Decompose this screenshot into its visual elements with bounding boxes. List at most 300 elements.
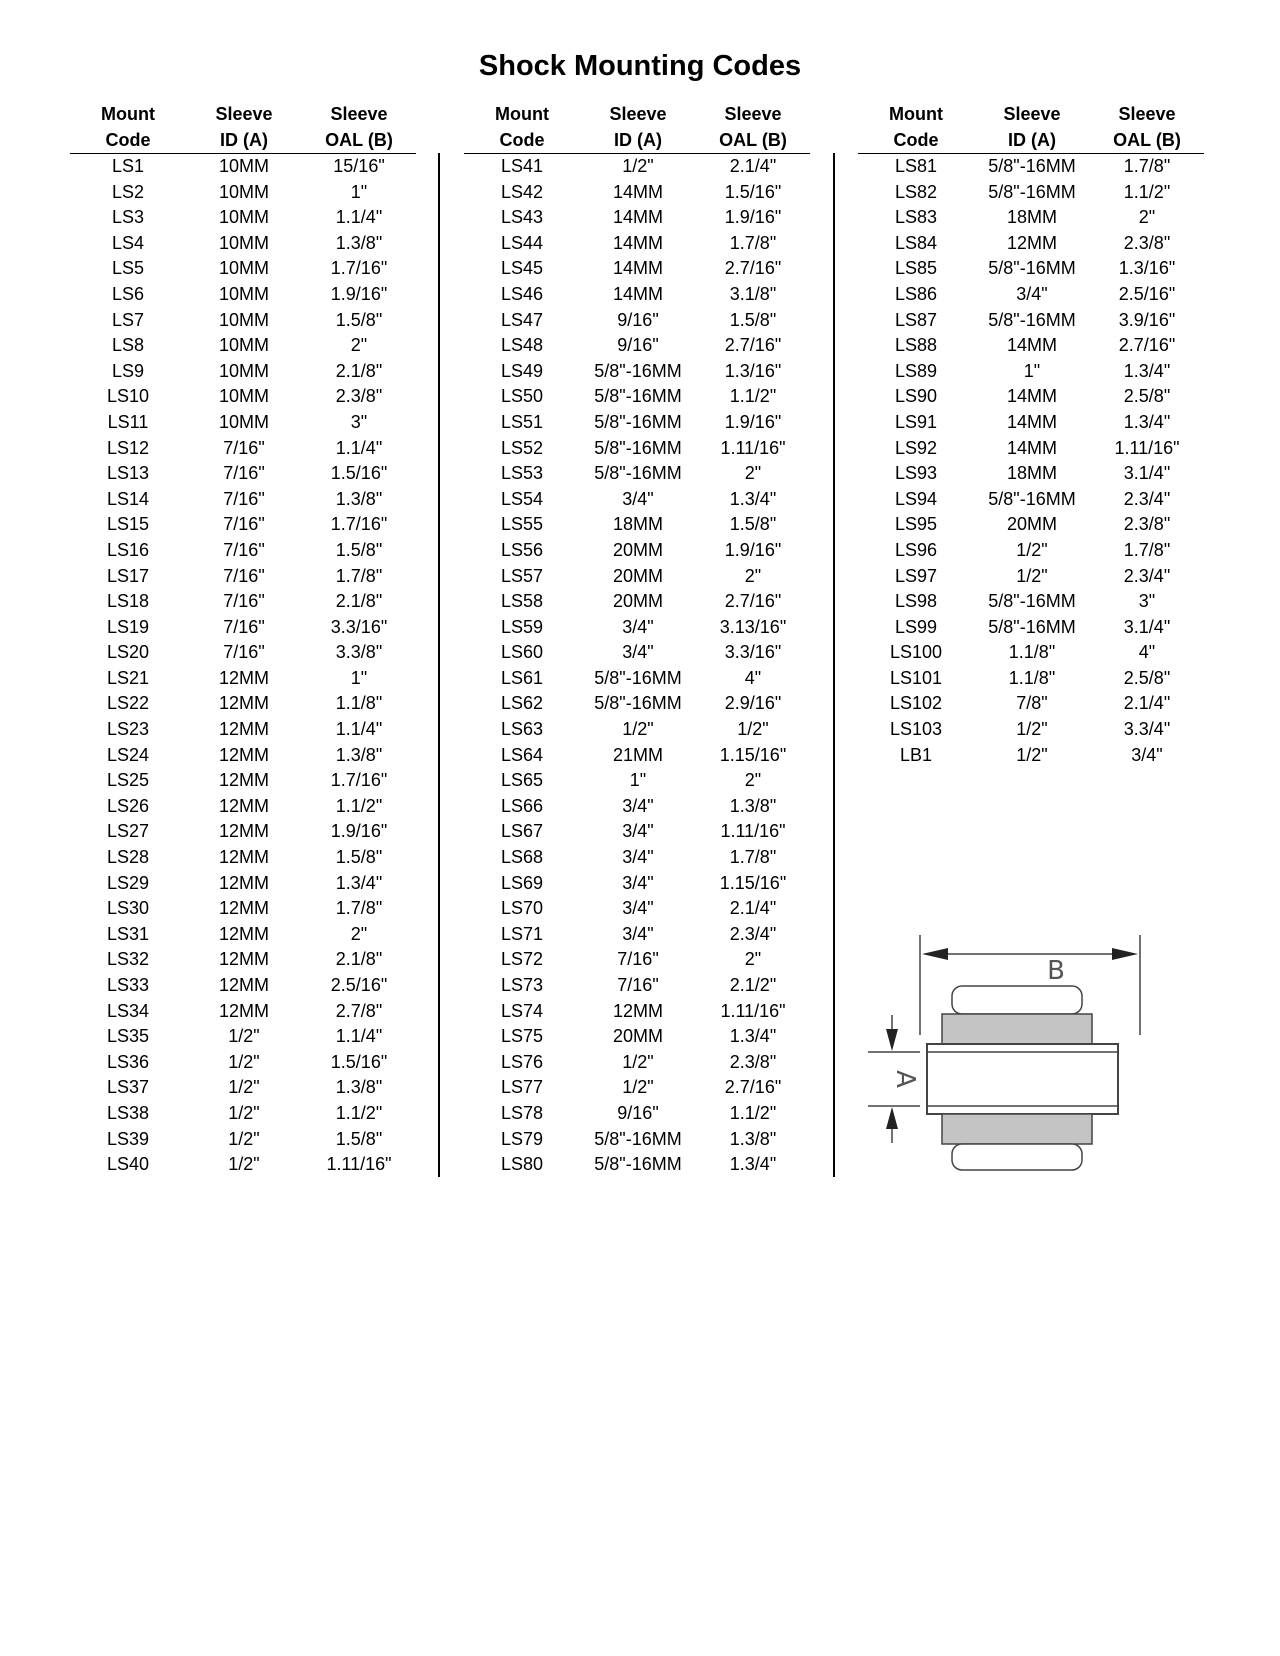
sleeve-oal-cell: 1.5/8" xyxy=(729,514,777,535)
sleeve-id-cell: 14MM xyxy=(612,181,663,202)
mount-table-1 xyxy=(70,102,416,1178)
header-sleeve-id: Sleeve xyxy=(215,104,273,124)
sleeve-id-cell: 1/2" xyxy=(228,1154,260,1175)
sleeve-oal-cell: 2.9/16" xyxy=(724,693,782,714)
mount-code-cell: LS52 xyxy=(500,437,544,458)
mount-code-cell: LS82 xyxy=(894,181,938,202)
mount-code-cell: LS37 xyxy=(106,1077,150,1098)
sleeve-id-cell: 14MM xyxy=(612,258,663,279)
table-row xyxy=(70,666,416,692)
mount-code-cell: LS10 xyxy=(106,386,150,407)
table-row xyxy=(858,333,1204,359)
mount-code-cell: LS96 xyxy=(894,539,938,560)
table-row xyxy=(70,359,416,385)
table-row xyxy=(858,717,1204,743)
sleeve-id-cell: 7/16" xyxy=(617,949,659,970)
sleeve-oal-cell: 1.1/2" xyxy=(729,1102,777,1123)
sleeve-oal-cell: 1.9/16" xyxy=(330,821,388,842)
mount-code-cell: LS58 xyxy=(500,591,544,612)
table-row xyxy=(464,436,810,462)
sleeve-id-cell: 14MM xyxy=(1006,335,1057,356)
table-row xyxy=(70,512,416,538)
table-row xyxy=(70,1152,416,1178)
sleeve-id-cell: 7/16" xyxy=(617,975,659,995)
table-row xyxy=(70,1075,416,1101)
sleeve-oal-cell: 2" xyxy=(744,565,762,586)
sleeve-id-cell: 12MM xyxy=(218,744,269,765)
table-row xyxy=(70,180,416,206)
sleeve-oal-cell: 2.1/4" xyxy=(1123,693,1171,714)
sleeve-id-cell: 12MM xyxy=(218,667,269,688)
mount-code-cell: LS30 xyxy=(106,898,150,919)
mount-code-cell: LS85 xyxy=(894,258,938,279)
table-row xyxy=(70,205,416,231)
sleeve-id-cell: 1/2" xyxy=(622,1077,654,1098)
mount-code-cell: LS13 xyxy=(106,463,150,484)
table-row xyxy=(70,256,416,282)
header-mount-code: Mount xyxy=(101,104,155,124)
table-row xyxy=(858,487,1204,513)
table-header xyxy=(858,102,1204,128)
sleeve-id-cell: 10MM xyxy=(218,258,269,279)
mount-code-cell: LS67 xyxy=(500,821,544,842)
mount-code-cell: LS6 xyxy=(111,283,145,304)
header-mount-code: Mount xyxy=(889,104,943,124)
header-sleeve-oal: Sleeve xyxy=(1118,104,1176,124)
mount-code-cell: LS4 xyxy=(111,232,145,253)
table-row xyxy=(70,1024,416,1050)
sleeve-id-cell: 14MM xyxy=(1006,411,1057,432)
sleeve-id-cell: 5/8"-16MM xyxy=(988,488,1076,509)
sleeve-id-cell: 5/8"-16MM xyxy=(988,616,1076,637)
sleeve-id-cell: 10MM xyxy=(218,232,269,253)
table-header xyxy=(464,128,810,155)
mount-code-cell: LS53 xyxy=(500,463,544,484)
sleeve-oal-cell: 1.5/16" xyxy=(330,1051,388,1072)
sleeve-oal-cell: 2.3/8" xyxy=(729,1051,777,1072)
sleeve-oal-cell: 3.3/16" xyxy=(724,642,782,663)
sleeve-id-cell: 20MM xyxy=(612,591,663,612)
column-divider xyxy=(438,153,440,1177)
table-row xyxy=(464,384,810,410)
mount-code-cell: LS18 xyxy=(106,591,150,612)
sleeve-id-cell: 9/16" xyxy=(617,309,659,330)
sleeve-id-cell: 5/8"-16MM xyxy=(594,1154,682,1175)
mount-code-cell: LS42 xyxy=(500,181,544,202)
header-sleeve-id: ID (A) xyxy=(1008,129,1056,150)
sleeve-oal-cell: 4" xyxy=(1138,642,1156,663)
sleeve-id-cell: 7/16" xyxy=(223,616,265,637)
mount-code-cell: LS62 xyxy=(500,693,544,714)
sleeve-id-cell: 1/2" xyxy=(228,1077,260,1098)
table-row xyxy=(858,256,1204,282)
table-row xyxy=(70,1050,416,1076)
sleeve-id-cell: 3/4" xyxy=(622,642,654,663)
sleeve-id-cell: 21MM xyxy=(612,744,663,765)
sleeve-id-cell: 10MM xyxy=(218,386,269,407)
mount-code-cell: LS77 xyxy=(500,1077,544,1098)
sleeve-oal-cell: 2" xyxy=(744,770,762,791)
sleeve-id-cell: 5/8"-16MM xyxy=(594,360,682,381)
table-row xyxy=(464,410,810,436)
sleeve-oal-cell: 1.11/16" xyxy=(326,1154,392,1175)
sleeve-id-cell: 3/4" xyxy=(1016,283,1048,304)
sleeve-oal-cell: 1.3/4" xyxy=(729,1026,777,1047)
sleeve-id-cell: 10MM xyxy=(218,156,269,176)
sleeve-oal-cell: 1.3/4" xyxy=(1123,411,1171,432)
sleeve-oal-cell: 1.1/4" xyxy=(335,1026,383,1047)
sleeve-oal-cell: 1.9/16" xyxy=(724,411,782,432)
sleeve-id-cell: 3/4" xyxy=(622,821,654,842)
mount-code-cell: LS14 xyxy=(106,488,150,509)
sleeve-id-cell: 1/2" xyxy=(228,1102,260,1123)
table-row xyxy=(858,666,1204,692)
mount-code-cell: LS50 xyxy=(500,386,544,407)
mount-code-cell: LS22 xyxy=(106,693,150,714)
sleeve-id-cell: 12MM xyxy=(218,949,269,970)
table-row xyxy=(70,871,416,897)
sleeve-oal-cell: 1.5/8" xyxy=(335,1128,383,1149)
sleeve-oal-cell: 1.1/2" xyxy=(335,795,383,816)
mount-code-cell: LB1 xyxy=(899,744,933,765)
sleeve-oal-cell: 1.1/4" xyxy=(335,437,383,458)
mount-code-cell: LS32 xyxy=(106,949,150,970)
mount-code-cell: LS43 xyxy=(500,207,544,228)
mount-code-cell: LS1 xyxy=(111,156,145,176)
table-row xyxy=(464,205,810,231)
sleeve-oal-cell: 2" xyxy=(1138,207,1156,228)
mount-code-cell: LS88 xyxy=(894,335,938,356)
sleeve-id-cell: 12MM xyxy=(218,719,269,740)
sleeve-oal-cell: 1.11/16" xyxy=(720,1000,786,1021)
sleeve-oal-cell: 2.7/16" xyxy=(724,335,782,356)
header-sleeve-id: ID (A) xyxy=(220,129,268,150)
mount-code-cell: LS46 xyxy=(500,283,544,304)
mount-code-cell: LS63 xyxy=(500,719,544,740)
header-mount-code: Mount xyxy=(495,104,549,124)
sleeve-oal-cell: 2" xyxy=(350,923,368,944)
sleeve-oal-cell: 1.7/16" xyxy=(330,258,388,279)
table-row xyxy=(858,180,1204,206)
sleeve-oal-cell: 1.7/16" xyxy=(330,514,388,535)
sleeve-id-cell: 3/4" xyxy=(622,847,654,868)
sleeve-id-cell: 18MM xyxy=(612,514,663,535)
table-row xyxy=(464,538,810,564)
sleeve-id-cell: 3/4" xyxy=(622,923,654,944)
mount-code-cell: LS34 xyxy=(106,1000,150,1021)
table-row xyxy=(464,461,810,487)
rubber-bushing-top xyxy=(952,986,1082,1014)
sleeve-id-cell: 20MM xyxy=(612,565,663,586)
sleeve-id-cell: 5/8"-16MM xyxy=(594,693,682,714)
sleeve-oal-cell: 3.3/8" xyxy=(335,642,383,663)
table-row xyxy=(464,1075,810,1101)
sleeve-oal-cell: 1.15/16" xyxy=(719,872,787,893)
sleeve-id-cell: 14MM xyxy=(1006,437,1057,458)
header-mount-code: Code xyxy=(499,129,545,150)
sleeve-oal-cell: 1.3/16" xyxy=(1118,258,1176,279)
table-row xyxy=(464,1024,810,1050)
mount-code-cell: LS84 xyxy=(894,232,938,253)
sleeve-oal-cell: 2.3/8" xyxy=(1123,514,1171,535)
table-row xyxy=(70,308,416,334)
table-row xyxy=(858,359,1204,385)
sleeve-oal-cell: 1.3/8" xyxy=(729,795,777,816)
sleeve-oal-cell: 1" xyxy=(350,667,368,688)
mount-code-cell: LS54 xyxy=(500,488,544,509)
mount-code-cell: LS39 xyxy=(106,1128,150,1149)
sleeve-id-cell: 5/8"-16MM xyxy=(594,411,682,432)
sleeve-oal-cell: 4" xyxy=(744,667,762,688)
mount-code-cell: LS41 xyxy=(500,156,544,176)
header-sleeve-oal: OAL (B) xyxy=(719,129,787,150)
mount-code-cell: LS48 xyxy=(500,335,544,356)
mount-code-cell: LS79 xyxy=(500,1128,544,1149)
table-row xyxy=(464,308,810,334)
sleeve-id-cell: 7/16" xyxy=(223,488,265,509)
sleeve-id-cell: 10MM xyxy=(218,283,269,304)
table-row xyxy=(70,973,416,999)
sleeve-oal-cell: 1.9/16" xyxy=(724,539,782,560)
sleeve-id-cell: 5/8"-16MM xyxy=(594,1128,682,1149)
sleeve-oal-cell: 1.1/8" xyxy=(335,693,383,714)
table-row xyxy=(464,589,810,615)
mount-code-cell: LS33 xyxy=(106,975,150,995)
sleeve-id-cell: 5/8"-16MM xyxy=(594,463,682,484)
sleeve-id-cell: 1/2" xyxy=(1016,565,1048,586)
sleeve-id-cell: 5/8"-16MM xyxy=(594,437,682,458)
sleeve-id-cell: 3/4" xyxy=(622,872,654,893)
sleeve-oal-cell: 2.3/4" xyxy=(729,923,777,944)
mount-code-cell: LS81 xyxy=(894,156,938,176)
sleeve-id-cell: 5/8"-16MM xyxy=(988,258,1076,279)
table-row xyxy=(70,333,416,359)
mount-code-cell: LS102 xyxy=(889,693,943,714)
header-mount-code: Code xyxy=(893,129,939,150)
table-row xyxy=(70,743,416,769)
sleeve-oal-cell: 2.3/4" xyxy=(1123,488,1171,509)
sleeve-oal-cell: 1.3/8" xyxy=(335,744,383,765)
sleeve-id-cell: 3/4" xyxy=(622,488,654,509)
mount-code-cell: LS49 xyxy=(500,360,544,381)
sleeve-id-cell: 9/16" xyxy=(617,335,659,356)
page-title: Shock Mounting Codes xyxy=(478,50,802,82)
sleeve-id-cell: 5/8"-16MM xyxy=(594,386,682,407)
table-row xyxy=(464,922,810,948)
sleeve-id-cell: 3/4" xyxy=(622,795,654,816)
mount-code-cell: LS19 xyxy=(106,616,150,637)
mount-code-cell: LS51 xyxy=(500,411,544,432)
sleeve-id-cell: 10MM xyxy=(218,411,269,432)
sleeve-id-cell: 14MM xyxy=(1006,386,1057,407)
sleeve-oal-cell: 1.11/16" xyxy=(720,437,786,458)
table-row xyxy=(70,589,416,615)
table-row xyxy=(464,1127,810,1153)
sleeve-oal-cell: 1.1/2" xyxy=(1123,181,1171,202)
mount-code-cell: LS44 xyxy=(500,232,544,253)
mount-code-cell: LS94 xyxy=(894,488,938,509)
sleeve-id-cell: 12MM xyxy=(218,923,269,944)
mount-code-cell: LS83 xyxy=(894,207,938,228)
sleeve-id-cell: 12MM xyxy=(218,770,269,791)
table-row xyxy=(70,1101,416,1127)
sleeve-oal-cell: 3" xyxy=(350,411,368,432)
sleeve-oal-cell: 2.3/8" xyxy=(1123,232,1171,253)
table-row xyxy=(70,999,416,1025)
table-row xyxy=(70,384,416,410)
sleeve-oal-cell: 2.7/16" xyxy=(1118,335,1176,356)
mount-code-cell: LS92 xyxy=(894,437,938,458)
sleeve-oal-cell: 1.1/4" xyxy=(335,207,383,228)
mount-code-cell: LS35 xyxy=(106,1026,150,1047)
mount-code-cell: LS95 xyxy=(894,514,938,535)
mount-code-cell: LS5 xyxy=(111,258,145,279)
mount-code-cell: LS70 xyxy=(500,898,544,919)
sleeve-id-cell: 14MM xyxy=(612,232,663,253)
sleeve-oal-cell: 2.7/16" xyxy=(724,258,782,279)
sleeve-id-cell: 18MM xyxy=(1006,207,1057,228)
sleeve-id-cell: 14MM xyxy=(612,207,663,228)
sleeve-oal-cell: 2.1/8" xyxy=(335,360,383,381)
sleeve-oal-cell: 3.13/16" xyxy=(719,616,787,637)
table-row xyxy=(858,589,1204,615)
table-row xyxy=(464,231,810,257)
sleeve-id-cell: 12MM xyxy=(218,693,269,714)
sleeve-oal-cell: 2.5/8" xyxy=(1123,667,1171,688)
rubber-bushing-bottom xyxy=(952,1144,1082,1170)
sleeve-oal-cell: 3.1/4" xyxy=(1123,463,1171,484)
mount-code-cell: LS8 xyxy=(111,335,145,356)
sleeve-id-cell: 12MM xyxy=(218,1000,269,1021)
mount-code-cell: LS31 xyxy=(106,923,150,944)
table-row xyxy=(464,947,810,973)
mount-table-3 xyxy=(858,102,1204,768)
sleeve-id-cell: 12MM xyxy=(218,847,269,868)
table-row xyxy=(464,256,810,282)
sleeve-id-cell: 1/2" xyxy=(1016,539,1048,560)
sleeve-oal-cell: 2.3/4" xyxy=(1123,565,1171,586)
sleeve-id-cell: 3/4" xyxy=(622,898,654,919)
sleeve-id-cell: 1/2" xyxy=(1016,744,1048,765)
arrow-left-icon xyxy=(922,948,948,960)
sleeve-id-cell: 3/4" xyxy=(622,616,654,637)
sleeve-oal-cell: 1.3/16" xyxy=(724,360,782,381)
sleeve-id-cell: 7/16" xyxy=(223,463,265,484)
sleeve-id-cell: 7/16" xyxy=(223,514,265,535)
table-row xyxy=(858,512,1204,538)
sleeve-id-cell: 5/8"-16MM xyxy=(988,181,1076,202)
table-row xyxy=(464,564,810,590)
sleeve-oal-cell: 1.3/8" xyxy=(335,488,383,509)
sleeve-id-cell: 10MM xyxy=(218,335,269,356)
table-row xyxy=(464,333,810,359)
sleeve-id-cell: 20MM xyxy=(1006,514,1057,535)
sleeve-oal-cell: 1.7/8" xyxy=(1123,539,1171,560)
table-row xyxy=(858,640,1204,666)
mount-code-cell: LS47 xyxy=(500,309,544,330)
sleeve-id-cell: 1.1/8" xyxy=(1008,642,1056,663)
sleeve-oal-cell: 3.3/16" xyxy=(330,616,388,637)
mount-code-cell: LS64 xyxy=(500,744,544,765)
mount-code-cell: LS25 xyxy=(106,770,150,791)
mount-code-cell: LS9 xyxy=(111,360,145,381)
sleeve-oal-cell: 1.9/16" xyxy=(724,207,782,228)
sleeve-id-cell: 12MM xyxy=(218,898,269,919)
sleeve-oal-cell: 1" xyxy=(350,181,368,202)
sleeve-oal-cell: 1.1/4" xyxy=(335,719,383,740)
sleeve-oal-cell: 2.1/8" xyxy=(335,591,383,612)
table-row xyxy=(464,180,810,206)
sleeve-oal-cell: 2.7/16" xyxy=(724,591,782,612)
mount-code-cell: LS23 xyxy=(106,719,150,740)
table-row xyxy=(70,564,416,590)
mount-code-cell: LS74 xyxy=(500,1000,544,1021)
sleeve-oal-cell: 1/2" xyxy=(737,719,769,740)
mount-code-cell: LS7 xyxy=(111,309,145,330)
table-row xyxy=(70,487,416,513)
sleeve-id-cell: 1/2" xyxy=(622,156,654,176)
sleeve-id-cell: 5/8"-16MM xyxy=(988,591,1076,612)
sleeve-id-cell: 10MM xyxy=(218,309,269,330)
sleeve-id-cell: 7/16" xyxy=(223,591,265,612)
table-row xyxy=(464,743,810,769)
sleeve-oal-cell: 3.9/16" xyxy=(1118,309,1176,330)
sleeve-oal-cell: 1.15/16" xyxy=(719,744,787,765)
table-row xyxy=(858,308,1204,334)
header-sleeve-oal: Sleeve xyxy=(724,104,782,124)
table-header xyxy=(70,128,416,155)
sleeve-oal-cell: 1.11/16" xyxy=(1114,437,1180,458)
table-row xyxy=(464,666,810,692)
sleeve-oal-cell: 1.3/4" xyxy=(335,872,383,893)
table-row xyxy=(70,615,416,641)
mount-code-cell: LS17 xyxy=(106,565,150,586)
table-row xyxy=(464,640,810,666)
arrow-right-icon xyxy=(1112,948,1138,960)
table-row xyxy=(70,896,416,922)
header-sleeve-oal: OAL (B) xyxy=(325,129,393,150)
sleeve-oal-cell: 3.3/4" xyxy=(1123,719,1171,740)
table-row xyxy=(70,691,416,717)
sleeve-id-cell: 5/8"-16MM xyxy=(988,156,1076,176)
sleeve-oal-cell: 2.1/2" xyxy=(729,975,777,995)
sleeve-oal-cell: 1.5/8" xyxy=(335,309,383,330)
table-row xyxy=(464,282,810,308)
mount-code-cell: LS40 xyxy=(106,1154,150,1175)
mount-code-cell: LS87 xyxy=(894,309,938,330)
mount-table-2 xyxy=(464,102,810,1178)
sleeve-oal-cell: 1.9/16" xyxy=(330,283,388,304)
sleeve-oal-cell: 1.3/8" xyxy=(729,1128,777,1149)
mount-code-cell: LS2 xyxy=(111,181,145,202)
table-row xyxy=(464,691,810,717)
header-sleeve-id: Sleeve xyxy=(1003,104,1061,124)
table-row xyxy=(464,896,810,922)
sleeve-oal-cell: 1.11/16" xyxy=(720,821,786,842)
column-divider xyxy=(833,153,835,1177)
table-row xyxy=(70,640,416,666)
table-row xyxy=(858,615,1204,641)
mount-code-cell: LS55 xyxy=(500,514,544,535)
table-row xyxy=(464,1152,810,1178)
sleeve-oal-cell: 1.5/8" xyxy=(335,539,383,560)
table-row xyxy=(858,743,1204,769)
sleeve-oal-cell: 2" xyxy=(744,949,762,970)
sleeve-oal-cell: 1.7/8" xyxy=(729,847,777,868)
sleeve-oal-cell: 1.7/16" xyxy=(330,770,388,791)
mount-code-cell: LS97 xyxy=(894,565,938,586)
sleeve-oal-cell: 1.3/8" xyxy=(335,232,383,253)
